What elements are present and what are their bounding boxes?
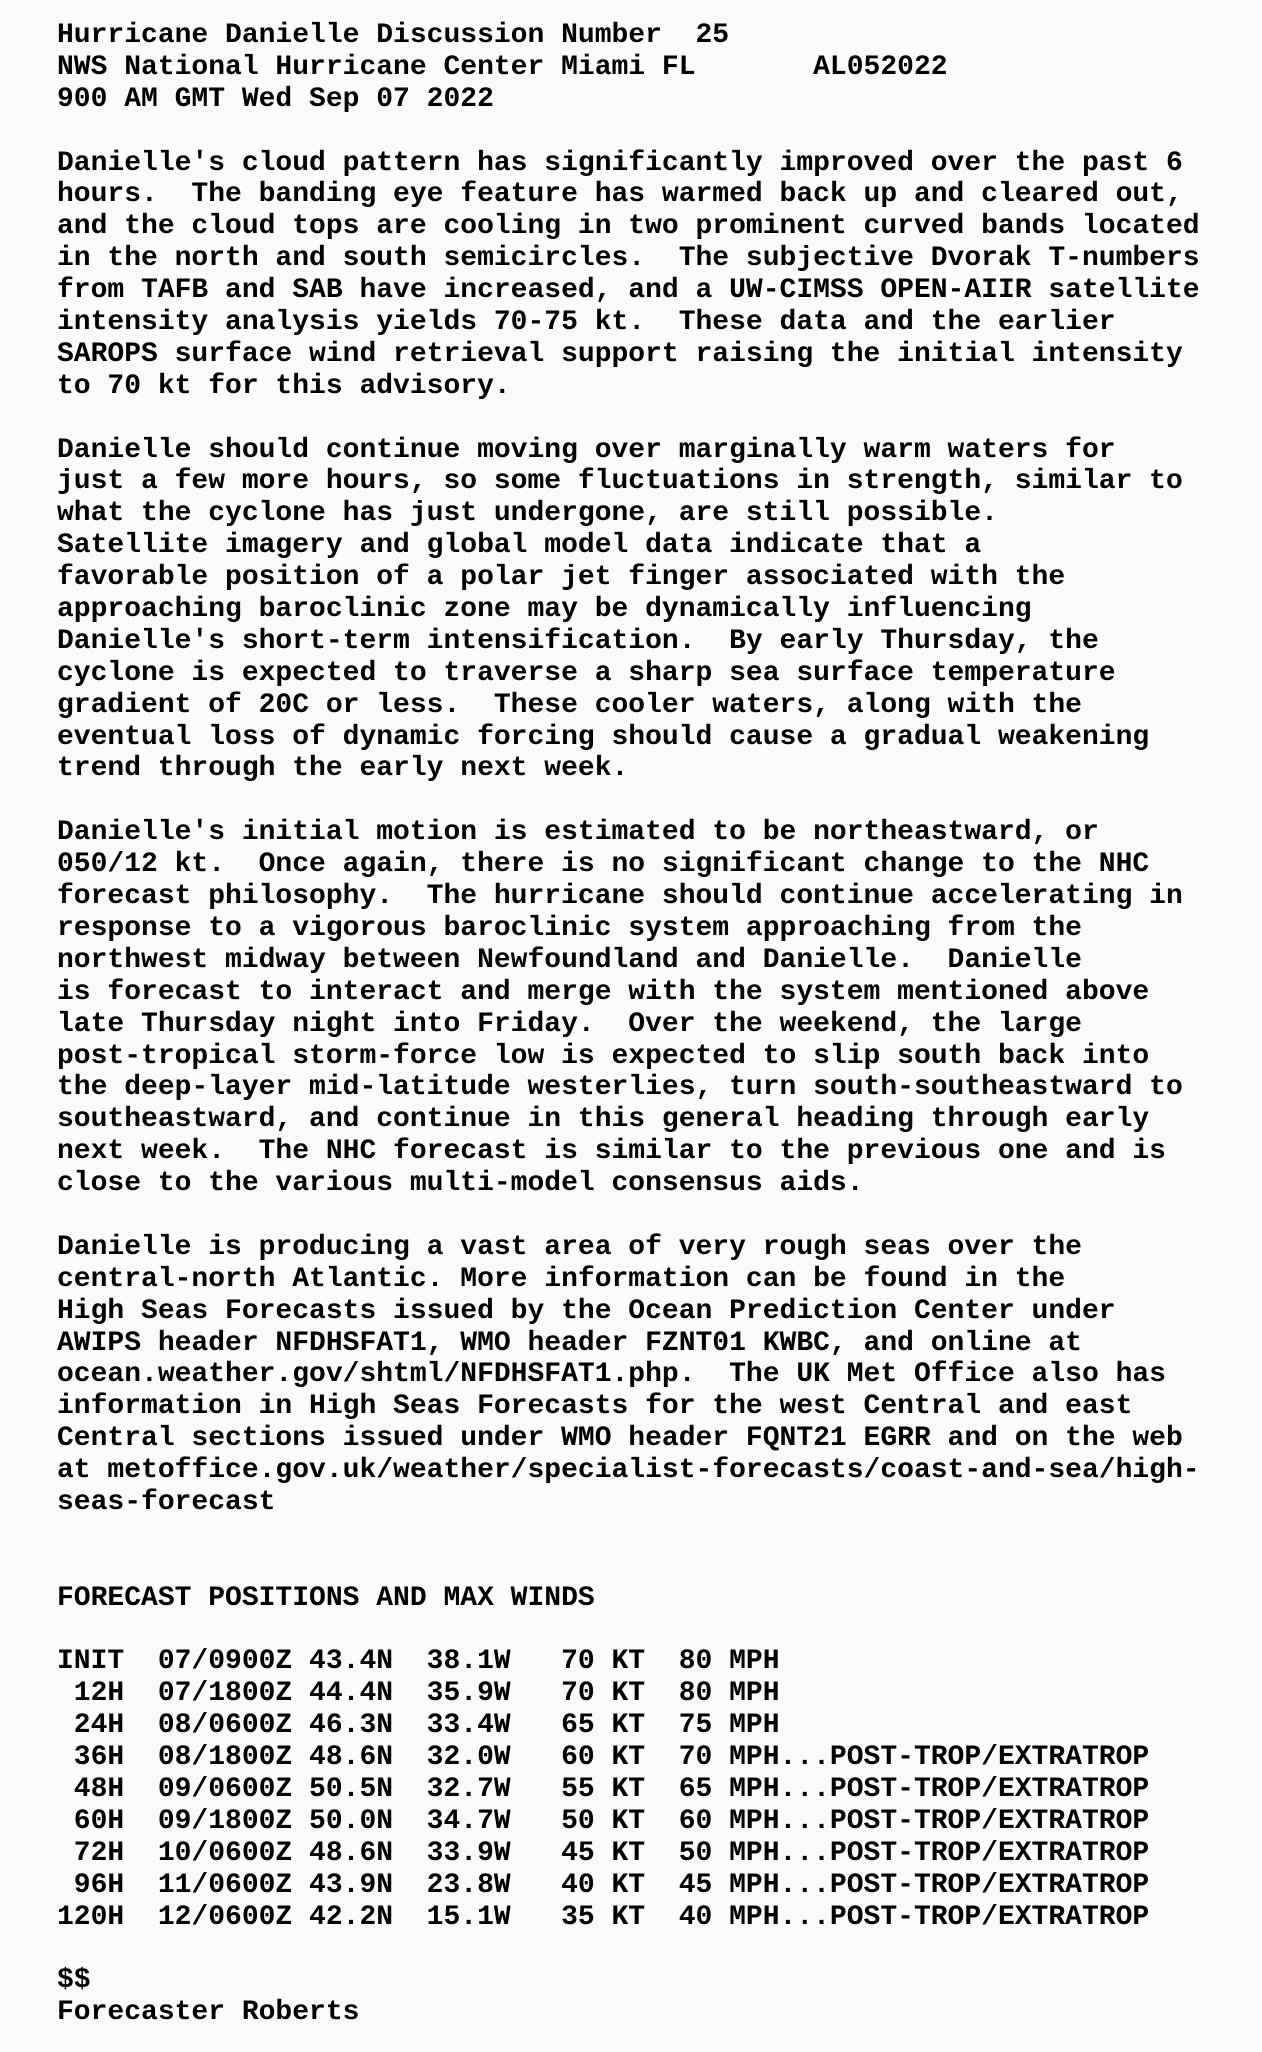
paragraph-line: favorable position of a polar jet finger associated with the	[57, 562, 1066, 594]
paragraph-line: Danielle's cloud pattern has significantly improved over the past 6	[57, 147, 1183, 179]
paragraph-line: seas-forecast	[57, 1486, 276, 1518]
paragraph-line: trend through the early next week.	[57, 753, 629, 785]
paragraph-line: ocean.weather.gov/shtml/NFDHSFAT1.php. The UK Met Office also has	[57, 1359, 1166, 1391]
paragraph-line: cyclone is expected to traverse a sharp sea surface temperature	[57, 657, 1116, 689]
forecast-table-row: 60H 09/1800Z 50.0N 34.7W 50 KT 60 MPH...POST-TROP/EXTRATROP	[57, 1805, 1150, 1837]
paragraph-line: Central sections issued under WMO header FQNT21 EGRR and on the web	[57, 1423, 1183, 1455]
paragraph-line: eventual loss of dynamic forcing should cause a gradual weakening	[57, 721, 1150, 753]
paragraph-line: gradient of 20C or less. These cooler waters, along with the	[57, 689, 1082, 721]
paragraph-line: response to a vigorous baroclinic system approaching from the	[57, 912, 1082, 944]
paragraph-line: northwest midway between Newfoundland and Danielle. Danielle	[57, 944, 1082, 976]
forecast-heading: FORECAST POSITIONS AND MAX WINDS	[57, 1582, 595, 1614]
product-terminator: $$	[57, 1965, 91, 1997]
paragraph-line: AWIPS header NFDHSFAT1, WMO header FZNT01 KWBC, and online at	[57, 1327, 1082, 1359]
blank-line	[57, 1933, 1262, 1965]
forecaster-signature: Forecaster Roberts	[57, 1997, 360, 2029]
forecast-table-row: 12H 07/1800Z 44.4N 35.9W 70 KT 80 MPH	[57, 1678, 780, 1710]
discussion-title-line: Hurricane Danielle Discussion Number 25	[57, 20, 730, 51]
paragraph-line: post-tropical storm-force low is expected to slip south back into	[57, 1040, 1150, 1072]
forecast-table-row: 96H 11/0600Z 43.9N 23.8W 40 KT 45 MPH...POST-TROP/EXTRATROP	[57, 1869, 1150, 1901]
paragraph-line: from TAFB and SAB have increased, and a UW-CIMSS OPEN-AIIR satellite	[57, 275, 1200, 307]
forecast-table-row: 72H 10/0600Z 48.6N 33.9W 45 KT 50 MPH...POST-TROP/EXTRATROP	[57, 1837, 1150, 1869]
paragraph-line: southeastward, and continue in this general heading through early	[57, 1104, 1150, 1136]
issue-time-line: 900 AM GMT Wed Sep 07 2022	[57, 83, 494, 115]
forecast-table-row: 36H 08/1800Z 48.6N 32.0W 60 KT 70 MPH...POST-TROP/EXTRATROP	[57, 1742, 1150, 1774]
blank-line	[57, 1615, 1262, 1647]
forecast-table-row: 24H 08/0600Z 46.3N 33.4W 65 KT 75 MPH	[57, 1710, 780, 1742]
blank-line	[57, 1200, 1262, 1232]
paragraph-line: at metoffice.gov.uk/weather/specialist-forecasts/coast-and-sea/high-	[57, 1455, 1200, 1487]
paragraph-line: 050/12 kt. Once again, there is no significant change to the NHC	[57, 849, 1150, 881]
paragraph-line: Danielle's short-term intensification. By early Thursday, the	[57, 625, 1099, 657]
paragraph-line: is forecast to interact and merge with the system mentioned above	[57, 976, 1150, 1008]
blank-line	[57, 785, 1262, 817]
blank-line	[57, 403, 1262, 435]
paragraph-line: approaching baroclinic zone may be dynamically influencing	[57, 594, 1032, 626]
paragraph-line: in the north and south semicircles. The subjective Dvorak T-numbers	[57, 243, 1200, 275]
paragraph-line: Danielle is producing a vast area of very rough seas over the	[57, 1231, 1082, 1263]
paragraph-line: central-north Atlantic. More information can be found in the	[57, 1263, 1066, 1295]
paragraph-line: High Seas Forecasts issued by the Ocean Prediction Center under	[57, 1295, 1116, 1327]
paragraph-line: just a few more hours, so some fluctuations in strength, similar to	[57, 466, 1183, 498]
paragraph-line: Danielle's initial motion is estimated to be northeastward, or	[57, 817, 1099, 849]
paragraph-line: hours. The banding eye feature has warmed back up and cleared out,	[57, 179, 1183, 211]
paragraph-line: what the cyclone has just undergone, are still possible.	[57, 498, 998, 530]
blank-line	[57, 116, 1262, 148]
agency-product-line: NWS National Hurricane Center Miami FL AL052022	[57, 51, 948, 83]
paragraph-line: intensity analysis yields 70-75 kt. These data and the earlier	[57, 307, 1116, 339]
paragraph-line: Danielle should continue moving over marginally warm waters for	[57, 434, 1116, 466]
paragraph-line: late Thursday night into Friday. Over the weekend, the large	[57, 1008, 1082, 1040]
paragraph-line: information in High Seas Forecasts for the west Central and east	[57, 1391, 1133, 1423]
blank-line	[57, 1551, 1262, 1583]
forecast-table-row: INIT 07/0900Z 43.4N 38.1W 70 KT 80 MPH	[57, 1646, 780, 1678]
paragraph-line: SAROPS surface wind retrieval support raising the initial intensity	[57, 338, 1183, 370]
paragraph-line: close to the various multi-model consensus aids.	[57, 1168, 864, 1200]
forecast-table-row: 48H 09/0600Z 50.5N 32.7W 55 KT 65 MPH...POST-TROP/EXTRATROP	[57, 1773, 1150, 1805]
paragraph-line: next week. The NHC forecast is similar to the previous one and is	[57, 1136, 1166, 1168]
forecast-table-row: 120H 12/0600Z 42.2N 15.1W 35 KT 40 MPH...POST-TROP/EXTRATROP	[57, 1901, 1150, 1933]
paragraph-line: the deep-layer mid-latitude westerlies, turn south-southeastward to	[57, 1072, 1183, 1104]
paragraph-line: to 70 kt for this advisory.	[57, 370, 511, 402]
paragraph-line: and the cloud tops are cooling in two prominent curved bands located	[57, 211, 1200, 243]
blank-line	[57, 1519, 1262, 1551]
paragraph-line: forecast philosophy. The hurricane should continue accelerating in	[57, 881, 1183, 913]
paragraph-line: Satellite imagery and global model data indicate that a	[57, 530, 982, 562]
